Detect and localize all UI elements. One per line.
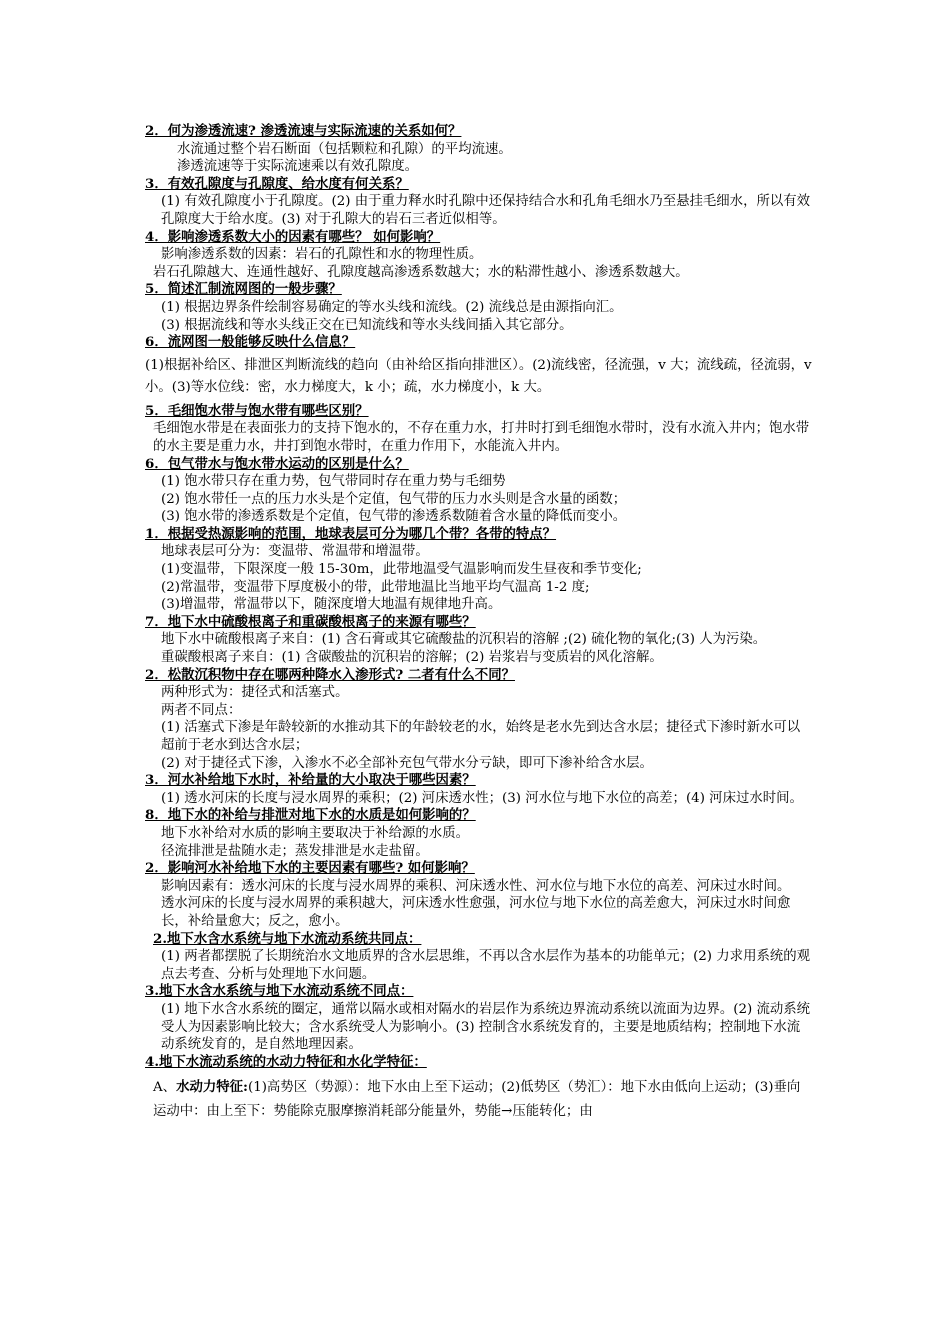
answer-paragraph: 影响因素有：透水河床的长度与浸水周界的乘积、河床透水性、河水位与地下水位的高差、河床过水时间。 — [161, 878, 791, 894]
answer-paragraph: 两种形式为：捷径式和活塞式。 — [161, 685, 349, 701]
answer-paragraph: (1) 饱水带只存在重力势，包气带同时存在重力势与毛细势 — [161, 474, 506, 490]
answer-paragraph: (1) 根据边界条件绘制容易确定的等水头线和流线。(2) 流线总是由源指向汇。 — [161, 299, 623, 315]
answer-paragraph: 岩石孔隙越大、连通性越好、孔隙度越高渗透系数越大；水的粘滞性越小、渗透系数越大。 — [153, 264, 689, 280]
question-heading: 2．何为渗透流速? 渗透流速与实际流速的关系如何？ — [145, 123, 462, 139]
question-section — [145, 860, 813, 930]
answer-paragraph: (1) 地下水含水系统的圈定，通常以隔水或相对隔水的岩层作为系统边界流动系统以流面为边界。(2) 流动系统受人为因素影响比较大；含水系统受人为影响小。(3) 控制含水系统发育的，主要是地质结构；控制地下水流动系统发育的，是自然地理因素。 — [161, 1001, 811, 1053]
answer-paragraph: (2) 饱水带任一点的压力水头是个定值，包气带的压力水头则是含水量的函数； — [161, 491, 627, 507]
answer-paragraph: (1)变温带，下限深度一般 15-30m，此带地温受气温影响而发生昼夜和季节变化; — [161, 562, 642, 578]
answer-paragraph: 水流通过整个岩石断面（包括颗粒和孔隙）的平均流速。 — [177, 141, 512, 157]
answer-paragraph: 地球表层可分为：变温带、常温带和增温带。 — [161, 544, 429, 560]
answer-paragraph: (2)常温带，变温带下厚度极小的带，此带地温比当地平均气温高 1-2 度; — [161, 579, 590, 595]
question-section — [145, 456, 813, 526]
question-heading: 2．影响河水补给地下水的主要因素有哪些? 如何影响？ — [145, 860, 475, 877]
question-heading: 4．影响渗透系数大小的因素有哪些？ 如何影响？ — [145, 228, 441, 245]
answer-paragraph: (3) 根据流线和等水头线正交在已知流线和等水头线间插入其它部分。 — [161, 317, 573, 333]
question-heading: 4.地下水流动系统的水动力特征和水化学特征： — [145, 1053, 427, 1070]
answer-paragraph: 两者不同点： — [161, 702, 242, 718]
question-heading: 7．地下水中硫酸根离子和重碳酸根离子的来源有哪些？ — [145, 613, 476, 630]
answer-paragraph: (1) 两者都摆脱了长期统治水文地质界的含水层思维，不再以含水层作为基本的功能单元；(2) 力求用系统的观点去考查、分析与处理地下水问题。 — [161, 949, 811, 982]
question-section — [145, 123, 813, 176]
question-heading: 3.地下水含水系统与地下水流动系统不同点： — [145, 983, 414, 1000]
answer-paragraph — [145, 1075, 813, 1124]
answer-paragraph: 重碳酸根离子来自：(1) 含碳酸盐的沉积岩的溶解；(2) 岩浆岩与变质岩的风化溶解。 — [161, 650, 663, 666]
answer-paragraph: (2) 对于捷径式下渗，入渗水不必全部补充包气带水分亏缺，即可下渗补给含水层。 — [161, 755, 653, 771]
answer-paragraph: (1) 有效孔隙度小于孔隙度。(2) 由于重力释水时孔隙中还保持结合水和孔角毛细水乃至悬挂毛细水，所以有效孔隙度大于给水度。(3) 对于孔隙大的岩石三者近似相等。 — [161, 194, 811, 227]
question-section — [145, 614, 813, 667]
question-section — [145, 403, 813, 456]
answer-paragraph: (1) 活塞式下渗是年龄较新的水推动其下的年龄较老的水，始终是老水先到达含水层；捷径式下渗时新水可以超前于老水到达含水层； — [161, 720, 801, 753]
answer-paragraph: 地下水补给对水质的影响主要取决于补给源的水质。 — [161, 825, 469, 841]
question-heading: 8．地下水的补给与排泄对地下水的水质是如何影响的？ — [145, 807, 476, 824]
question-heading: 2.地下水含水系统与地下水流动系统共同点： — [153, 930, 422, 947]
question-heading: 1．根据受热源影响的范围，地球表层可分为哪几个带？各带的特点？ — [145, 525, 557, 542]
question-section — [145, 176, 813, 229]
question-section — [145, 281, 813, 334]
question-heading: 6．包气带水与饱水带水运动的区别是什么？ — [145, 455, 409, 472]
question-heading: 2．松散沉积物中存在哪两种降水入渗形式? 二者有什么不同？ — [145, 666, 515, 683]
question-section — [145, 229, 813, 282]
answer-paragraph: (1) 透水河床的长度与浸水周界的乘积；(2) 河床透水性；(3) 河水位与地下水位的高差；(4) 河床过水时间。 — [161, 790, 803, 806]
paragraph-bold-label: 水动力特征: — [176, 1079, 248, 1096]
question-section — [145, 1054, 813, 1125]
question-section — [145, 931, 813, 984]
question-section — [145, 807, 813, 860]
answer-paragraph: 影响渗透系数的因素：岩石的孔隙性和水的物理性质。 — [161, 247, 483, 263]
question-section — [145, 526, 813, 614]
answer-paragraph: 径流排泄是盐随水走；蒸发排泄是水走盐留。 — [161, 843, 429, 859]
document-page — [145, 123, 813, 1124]
answer-paragraph: (1)根据补给区、排泄区判断流线的趋向（由补给区指向排泄区）。(2)流线密，径流强，v 大；流线疏，径流弱，v 小。(3)等水位线：密，水力梯度大，k 小；疏，水力梯度小，k 大。 — [145, 357, 812, 395]
answer-paragraph: 地下水中硫酸根离子来自：(1) 含石膏或其它硫酸盐的沉积岩的溶解 ;(2) 硫化物的氧化;(3) 人为污染。 — [161, 632, 767, 648]
paragraph-text: (1)高势区（势源）：地下水由上至下运动；(2)低势区（势汇）：地下水由低向上运动；(3)垂向运动中：由上至下：势能除克服摩擦消耗部分能量外，势能→压能转化；由 — [153, 1080, 801, 1120]
answer-paragraph: 毛细饱水带是在表面张力的支持下饱水的，不存在重力水，打井时打到毛细饱水带时，没有水流入井内；饱水带的水主要是重力水，井打到饱水带时，在重力作用下，水能流入井内。 — [153, 421, 810, 454]
answer-paragraph: (3) 饱水带的渗透系数是个定值，包气带的渗透系数随着含水量的降低而变小。 — [161, 509, 627, 525]
question-heading: 5．简述汇制流网图的一般步骤？ — [145, 281, 342, 298]
question-heading: 6．流网图一般能够反映什么信息？ — [145, 334, 356, 351]
answer-paragraph: 渗透流速等于实际流速乘以有效孔隙度。 — [177, 159, 419, 175]
question-heading: 3．河水补给地下水时，补给量的大小取决于哪些因素？ — [145, 772, 476, 789]
paragraph-lead: A、 — [153, 1080, 177, 1096]
answer-paragraph: (3)增温带，常温带以下，随深度增大地温有规律地升高。 — [161, 597, 502, 613]
question-heading: 3．有效孔隙度与孔隙度、给水度有何关系？ — [145, 175, 409, 192]
answer-paragraph: 透水河床的长度与浸水周界的乘积越大，河床透水性愈强，河水位与地下水位的高差愈大，河床过水时间愈长，补给量愈大；反之，愈小。 — [161, 896, 791, 929]
question-heading: 5．毛细饱水带与饱水带有哪些区别？ — [145, 402, 369, 419]
question-section — [145, 983, 813, 1053]
question-section — [145, 667, 813, 773]
question-section — [145, 334, 813, 399]
question-section — [145, 772, 813, 807]
